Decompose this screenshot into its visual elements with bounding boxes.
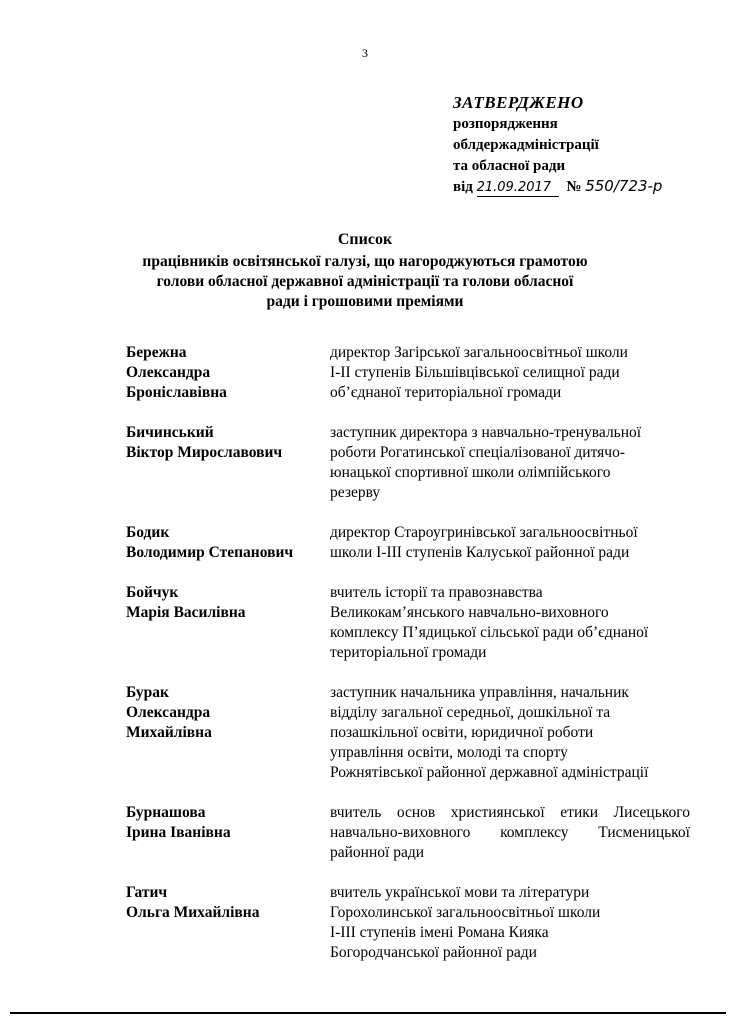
position-line: Горохолинської загальноосвітньої школи bbox=[330, 904, 601, 921]
order-number-label: № bbox=[566, 179, 582, 195]
name-line: Володимир Степанович bbox=[126, 544, 294, 561]
awardee-entry bbox=[126, 883, 696, 963]
awardee-entry bbox=[126, 683, 696, 783]
position-line: заступник директора з навчально-тренувальної bbox=[330, 424, 642, 441]
awardee-entry bbox=[126, 343, 696, 403]
position-line: директор Староугринівської загальноосвітньої bbox=[330, 524, 638, 541]
list-subtitle-line: голови обласної державної адміністрації та голови обласної bbox=[156, 273, 574, 290]
awardee-position bbox=[330, 683, 690, 783]
name-line: Бичинський bbox=[126, 424, 214, 441]
list-subtitle-line: працівників освітянської галузі, що нагороджуються грамотою bbox=[142, 253, 588, 270]
order-number: 550/723-р bbox=[585, 177, 663, 195]
name-line: Олександра bbox=[126, 364, 211, 381]
order-date: 21.09.2017 bbox=[477, 180, 559, 197]
position-line: І-ІІ ступенів Більшівцівської селищної ради bbox=[330, 364, 620, 381]
position-line: резерву bbox=[330, 484, 381, 501]
name-line: Михайлівна bbox=[126, 724, 212, 741]
awardee-entry bbox=[126, 583, 696, 663]
awardee-entry bbox=[126, 523, 696, 563]
position-line: комплексу П’ядицької сільської ради об’єднаної bbox=[330, 624, 649, 641]
position-line: заступник начальника управління, начальник bbox=[330, 684, 629, 701]
awardee-name bbox=[126, 803, 330, 863]
position-line: Великокам’янського навчально-виховного bbox=[330, 604, 609, 621]
position-line: об’єднаної територіальної громади bbox=[330, 384, 562, 401]
position-line: юнацької спортивної школи олімпійського bbox=[330, 464, 611, 481]
awardee-position bbox=[330, 583, 690, 663]
approval-line: розпорядження bbox=[453, 116, 558, 132]
name-line: Ольга Михайлівна bbox=[126, 904, 260, 921]
awardee-name bbox=[126, 683, 330, 783]
position-line: вчитель української мови та літератури bbox=[330, 884, 590, 901]
awardee-name bbox=[126, 343, 330, 403]
name-line: Бурнашова bbox=[126, 804, 206, 821]
awardee-position bbox=[330, 343, 690, 403]
position-line: роботи Рогатинської спеціалізованої дитячо- bbox=[330, 444, 625, 461]
awardee-name bbox=[126, 583, 330, 663]
name-line: Віктор Мирославович bbox=[126, 444, 283, 461]
list-heading bbox=[0, 230, 730, 312]
approval-line: та обласної ради bbox=[453, 158, 566, 174]
approval-heading: ЗАТВЕРДЖЕНО bbox=[453, 93, 584, 112]
position-line: Рожнятівської районної державної адміністрації bbox=[330, 764, 649, 781]
awardee-position bbox=[330, 803, 690, 863]
position-line: Богородчанської районної ради bbox=[330, 944, 537, 961]
awardee-name bbox=[126, 523, 330, 563]
position-line: навчально-виховного комплексу Тисменицької bbox=[330, 824, 690, 841]
approval-stamp bbox=[453, 92, 662, 198]
bottom-rule bbox=[10, 1012, 726, 1014]
position-line: територіальної громади bbox=[330, 644, 487, 661]
awardee-position bbox=[330, 423, 690, 503]
name-line: Бойчук bbox=[126, 584, 179, 601]
position-line: І-ІІІ ступенів імені Романа Кияка bbox=[330, 924, 549, 941]
list-subtitle-line: ради і грошовими преміями bbox=[266, 293, 464, 310]
awardee-list bbox=[126, 343, 696, 963]
page-number: 3 bbox=[362, 46, 368, 60]
name-line: Броніславівна bbox=[126, 384, 227, 401]
awardee-name bbox=[126, 883, 330, 963]
name-line: Марія Василівна bbox=[126, 604, 246, 621]
awardee-entry bbox=[126, 803, 696, 863]
name-line: Бурак bbox=[126, 684, 169, 701]
position-line: вчитель основ християнської етики Лисецького bbox=[330, 804, 690, 821]
name-line: Олександра bbox=[126, 704, 211, 721]
list-title: Список bbox=[337, 231, 393, 248]
position-line: управління освіти, молоді та спорту bbox=[330, 744, 568, 761]
name-line: Бодик bbox=[126, 524, 170, 541]
order-reference bbox=[453, 177, 662, 198]
name-line: Гатич bbox=[126, 884, 168, 901]
awardee-position bbox=[330, 523, 690, 563]
awardee-name bbox=[126, 423, 330, 503]
awardee-position bbox=[330, 883, 690, 963]
approval-line: облдержадміністрації bbox=[453, 137, 599, 153]
position-line: школи І-ІІІ ступенів Калуської районної ради bbox=[330, 544, 630, 561]
position-line: вчитель історії та правознавства bbox=[330, 584, 543, 601]
name-line: Ірина Іванівна bbox=[126, 824, 231, 841]
position-line: районної ради bbox=[330, 844, 425, 861]
order-prefix: від bbox=[453, 179, 473, 195]
position-line: відділу загальної середньої, дошкільної та bbox=[330, 704, 611, 721]
awardee-entry bbox=[126, 423, 696, 503]
name-line: Бережна bbox=[126, 344, 187, 361]
position-line: позашкільної освіти, юридичної роботи bbox=[330, 724, 594, 741]
position-line: директор Загірської загальноосвітньої школи bbox=[330, 344, 628, 361]
